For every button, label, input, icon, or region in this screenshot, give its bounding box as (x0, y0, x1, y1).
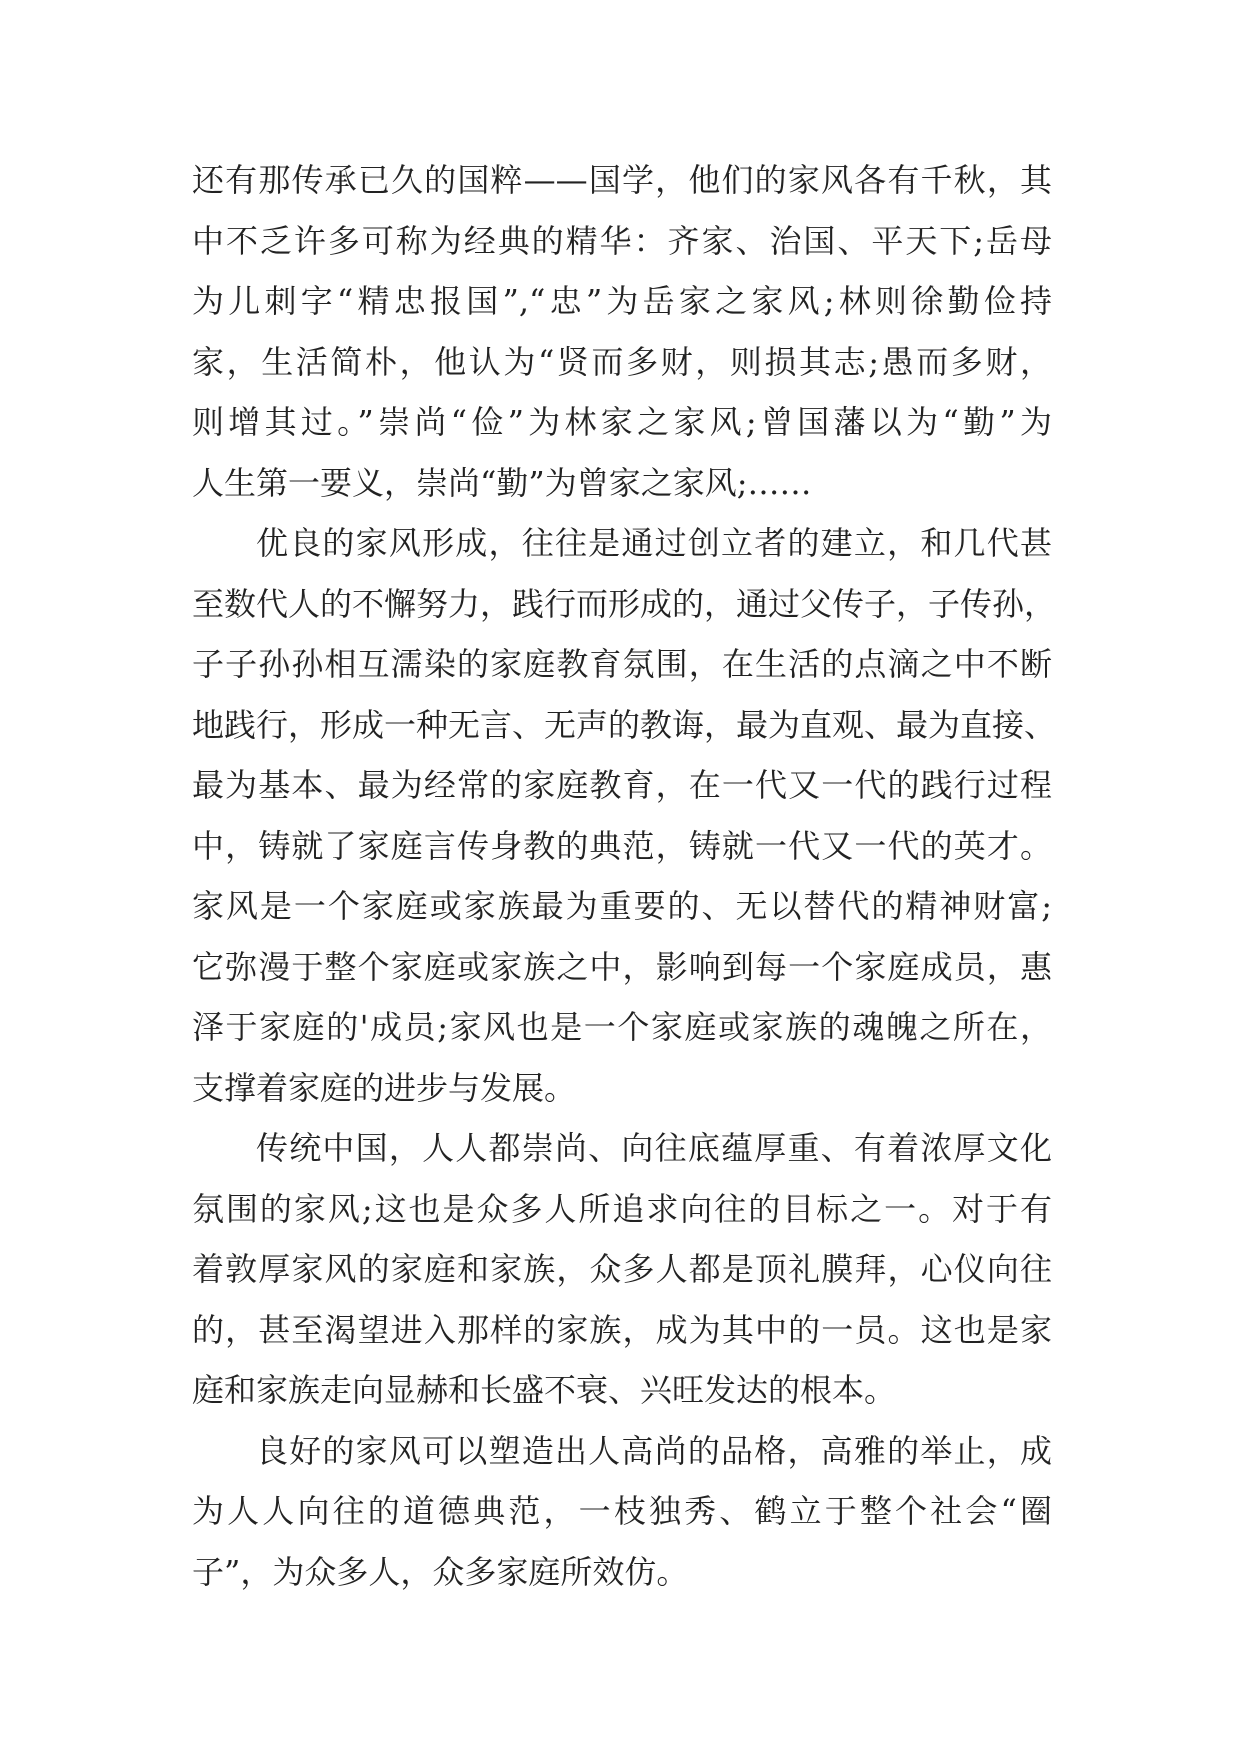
text-line: 子”，为众多人，众多家庭所效仿。 (192, 1552, 689, 1591)
paragraph-4 (192, 1421, 1052, 1603)
text-line: 它弥漫于整个家庭或家族之中，影响到每一个家庭成员，惠 (192, 947, 1052, 986)
text-line: 中，铸就了家庭言传身教的典范，铸就一代又一代的英才。 (192, 826, 1052, 865)
text-line: 家风是一个家庭或家族最为重要的、无以替代的精神财富; (192, 887, 1052, 925)
paragraph-2 (192, 513, 1057, 1118)
text-line: 中不乏许多可称为经典的精华：齐家、治国、平天下;岳母 (192, 221, 1052, 260)
text-line: 子子孙孙相互濡染的家庭教育氛围，在生活的点滴之中不断 (192, 645, 1052, 683)
text-line: 至数代人的不懈努力，践行而形成的，通过父传子，子传孙， (192, 584, 1057, 623)
text-line: 着敦厚家风的家庭和家族，众多人都是顶礼膜拜，心仪向往 (192, 1250, 1052, 1288)
text-line: 人生第一要义，崇尚“勤”为曾家之家风;…… (192, 463, 812, 502)
text-line: 为儿刺字“精忠报国”,“忠”为岳家之家风;林则徐勤俭持 (192, 282, 1052, 320)
text-line: 为人人向往的道德典范，一枝独秀、鹤立于整个社会“圈 (192, 1492, 1052, 1530)
text-line: 氛围的家风;这也是众多人所追求向往的目标之一。对于有 (192, 1189, 1052, 1228)
text-line: 良好的家风可以塑造出人高尚的品格，高雅的举止，成 (256, 1431, 1052, 1470)
text-line: 地践行，形成一种无言、无声的教诲，最为直观、最为直接、 (192, 705, 1057, 744)
text-line: 家，生活简朴，他认为“贤而多财，则损其志;愚而多财， (192, 342, 1052, 381)
text-line: 优良的家风形成，往往是通过创立者的建立，和几代甚 (256, 524, 1052, 562)
text-line: 庭和家族走向显赫和长盛不衰、兴旺发达的根本。 (192, 1371, 897, 1409)
text-line: 还有那传承已久的国粹——国学，他们的家风各有千秋，其 (192, 161, 1052, 199)
document-body (192, 150, 1057, 1602)
paragraph-3 (192, 1118, 1052, 1421)
text-line: 的，甚至渴望进入那样的家族，成为其中的一员。这也是家 (192, 1310, 1052, 1349)
text-line: 则增其过。”崇尚“俭”为林家之家风;曾国藩以为“勤”为 (192, 403, 1052, 441)
text-line: 泽于家庭的'成员;家风也是一个家庭或家族的魂魄之所在， (192, 1008, 1052, 1046)
text-line: 支撑着家庭的进步与发展。 (192, 1068, 577, 1107)
text-line: 传统中国，人人都崇尚、向往底蕴厚重、有着浓厚文化 (256, 1129, 1052, 1167)
paragraph-1 (192, 150, 1052, 513)
text-line: 最为基本、最为经常的家庭教育，在一代又一代的践行过程 (192, 766, 1052, 804)
